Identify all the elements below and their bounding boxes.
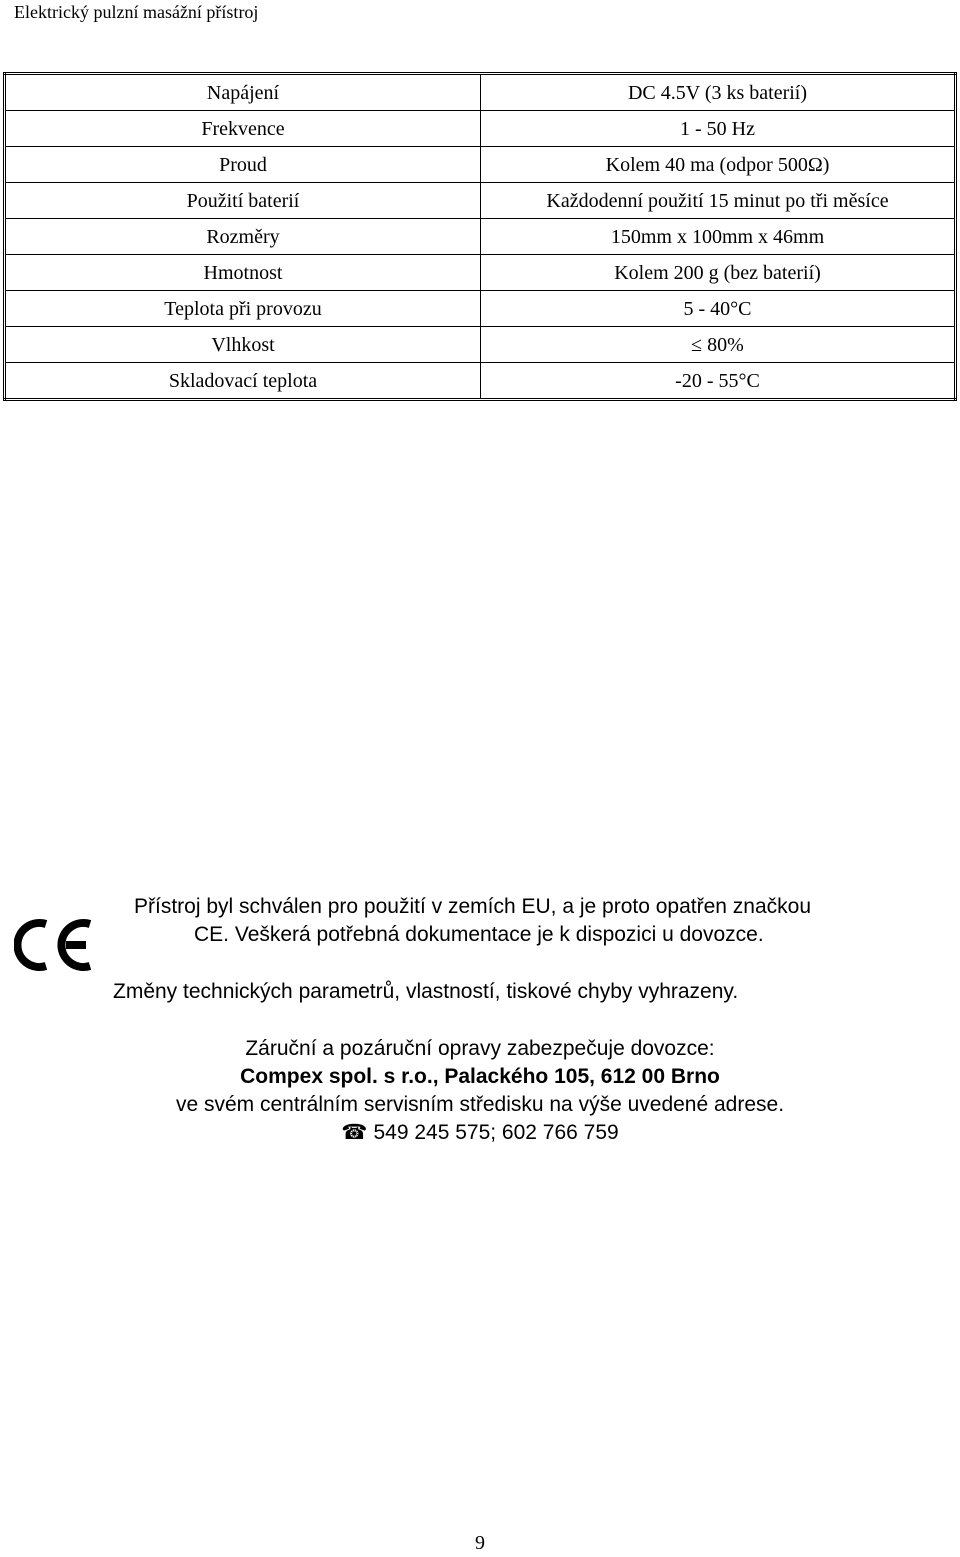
page-number: 9	[475, 1532, 485, 1554]
changes-notice: Změny technických parametrů, vlastností, tiskové chyby vyhrazeny.	[113, 980, 739, 1003]
spec-label: Frekvence	[5, 111, 481, 147]
phone-numbers: 549 245 575; 602 766 759	[373, 1121, 619, 1144]
spec-label: Vlhkost	[5, 327, 481, 363]
table-row	[5, 327, 956, 363]
spec-value: Kolem 200 g (bez baterií)	[481, 255, 956, 291]
table-row	[5, 111, 956, 147]
spec-value: Každodenní použití 15 minut po tři měsíce	[481, 183, 956, 219]
spec-value: -20 - 55°C	[481, 363, 956, 400]
company-address: Compex spol. s r.o., Palackého 105, 612 00 Brno	[240, 1065, 720, 1088]
spec-label: Teplota při provozu	[5, 291, 481, 327]
table-row	[5, 183, 956, 219]
spec-value: ≤ 80%	[481, 327, 956, 363]
table-row	[5, 74, 956, 111]
spec-value: 150mm x 100mm x 46mm	[481, 219, 956, 255]
spec-label: Napájení	[5, 74, 481, 111]
spec-label: Proud	[5, 147, 481, 183]
table-row	[5, 255, 956, 291]
spec-label: Skladovací teplota	[5, 363, 481, 400]
service-notice	[0, 1035, 960, 1147]
approval-line-2: CE. Veškerá potřebná dokumentace je k dispozici u dovozce.	[194, 923, 764, 946]
table-row	[5, 363, 956, 400]
spec-table	[3, 72, 957, 401]
table-row	[5, 147, 956, 183]
spec-label: Použití baterií	[5, 183, 481, 219]
service-line-3: ve svém centrálním servisním středisku na výše uvedené adrese.	[175, 1093, 785, 1116]
phone-icon: ☎	[341, 1121, 368, 1144]
spec-value: 5 - 40°C	[481, 291, 956, 327]
phone-line	[0, 1119, 960, 1147]
spec-value: DC 4.5V (3 ks baterií)	[481, 74, 956, 111]
spec-value: 1 - 50 Hz	[481, 111, 956, 147]
approval-line-1: Přístroj byl schválen pro použití v zemích EU, a je proto opatřen značkou	[134, 895, 811, 918]
spec-label: Rozměry	[5, 219, 481, 255]
table-row	[5, 291, 956, 327]
document-title: Elektrický pulzní masážní přístroj	[14, 2, 259, 22]
spec-label: Hmotnost	[5, 255, 481, 291]
spec-value: Kolem 40 ma (odpor 500Ω)	[481, 147, 956, 183]
service-line-1: Záruční a pozáruční opravy zabezpečuje dovozce:	[245, 1037, 715, 1060]
approval-notice	[0, 893, 960, 949]
table-row	[5, 219, 956, 255]
